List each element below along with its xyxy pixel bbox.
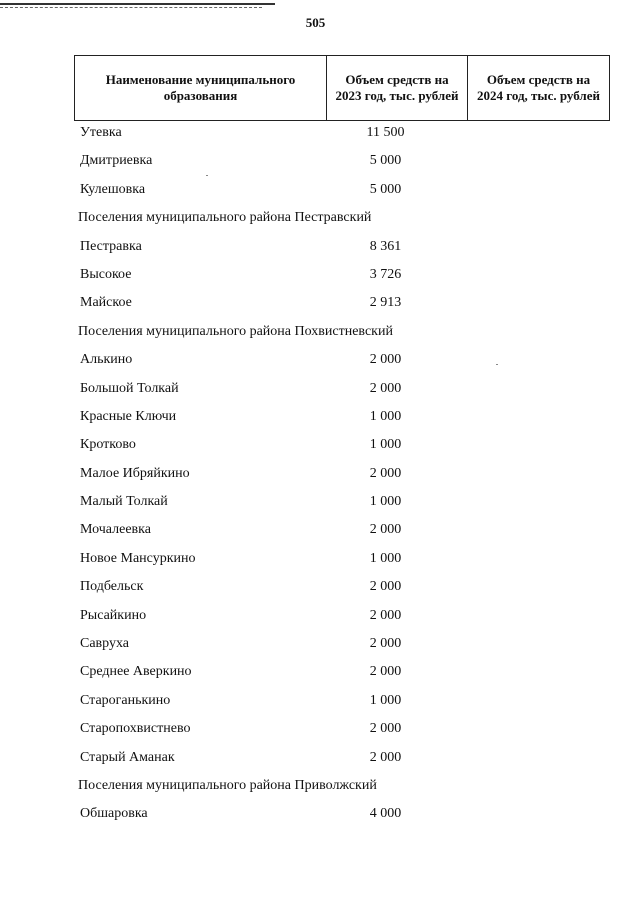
amount-2023: 4 000 (369, 806, 402, 822)
municipality-name: Савруха (80, 636, 130, 652)
table-row (0, 148, 631, 176)
header-amount-2023: Объем средств на 2023 год, тыс. рублей (327, 56, 468, 120)
municipality-name: Майское (80, 295, 132, 311)
table-row (0, 404, 631, 432)
amount-2023: 5 000 (369, 181, 402, 197)
municipality-name: Подбельск (80, 579, 144, 595)
municipality-name: Староганькино (80, 692, 171, 708)
municipality-name: Красные Ключи (80, 408, 177, 424)
amount-2023: 2 000 (369, 636, 402, 652)
amount-2023: 3 726 (369, 266, 402, 282)
table-row (0, 659, 631, 687)
table-row (0, 574, 631, 602)
amount-2023: 1 000 (369, 408, 402, 424)
table-row (0, 801, 631, 829)
municipality-name: Дмитриевка (80, 153, 153, 169)
municipality-name: Большой Толкай (80, 380, 179, 396)
table-row (0, 234, 631, 262)
table-row (0, 262, 631, 290)
amount-2023: 2 000 (369, 380, 402, 396)
table-row (0, 120, 631, 148)
table-row (0, 631, 631, 659)
amount-2023: 2 913 (369, 295, 402, 311)
table-row (0, 603, 631, 631)
amount-2023: 5 000 (369, 153, 402, 169)
municipality-name: Новое Мансуркино (80, 550, 196, 566)
group-heading: Поселения муниципального района Приволжский (78, 777, 377, 793)
group-heading: Поселения муниципального района Пестравский (78, 210, 372, 226)
amount-2023: 2 000 (369, 749, 402, 765)
municipality-name: Кротково (80, 437, 136, 453)
header-amount-2024: Объем средств на 2024 год, тыс. рублей (477, 72, 600, 103)
amount-2023: 1 000 (369, 437, 402, 453)
municipality-name: Малый Толкай (80, 494, 168, 510)
table-header (74, 55, 610, 121)
table-row (0, 376, 631, 404)
table-body (0, 120, 631, 830)
table-row (0, 290, 631, 318)
municipality-name: Пестравка (80, 238, 142, 254)
table-row (0, 177, 631, 205)
amount-2023: 1 000 (369, 550, 402, 566)
header-municipality-name: Наименование муниципального образования (75, 56, 327, 120)
table-row (0, 517, 631, 545)
municipality-name: Старый Аманак (80, 749, 175, 765)
amount-2023: 2 000 (369, 465, 402, 481)
table-row (0, 546, 631, 574)
table-row (0, 432, 631, 460)
municipality-name: Мочалеевка (80, 522, 151, 538)
group-heading-row (0, 773, 631, 801)
top-border-line (0, 3, 275, 5)
municipality-name: Утевка (80, 125, 122, 140)
municipality-name: Малое Ибряйкино (80, 465, 190, 481)
municipality-name: Кулешовка (80, 181, 146, 197)
amount-2023: 8 361 (369, 238, 402, 254)
amount-2023: 1 000 (369, 494, 402, 510)
municipality-name: Обшаровка (80, 806, 148, 822)
amount-2023: 2 000 (369, 664, 402, 680)
amount-2023: 2 000 (369, 579, 402, 595)
top-dashed-line (0, 7, 262, 8)
municipality-name: Среднее Аверкино (80, 664, 192, 680)
amount-2023: 2 000 (369, 522, 402, 538)
municipality-name: Старопохвистнево (80, 721, 191, 737)
table-row (0, 716, 631, 744)
municipality-name: Рысайкино (80, 607, 147, 623)
table-row (0, 461, 631, 489)
group-heading-row (0, 205, 631, 233)
amount-2023: 11 500 (366, 125, 405, 140)
amount-2023: 1 000 (369, 692, 402, 708)
table-row (0, 489, 631, 517)
page-number: 505 (305, 15, 326, 30)
table-row (0, 347, 631, 375)
municipality-name: Высокое (80, 266, 132, 282)
group-heading-row (0, 319, 631, 347)
amount-2023: 2 000 (369, 721, 402, 737)
table-row (0, 688, 631, 716)
scan-speck (206, 175, 208, 176)
municipality-name: Алькино (80, 352, 133, 368)
amount-2023: 2 000 (369, 607, 402, 623)
group-heading: Поселения муниципального района Похвистневский (78, 323, 393, 339)
scan-speck (496, 364, 498, 365)
amount-2023: 2 000 (369, 352, 402, 368)
table-row (0, 745, 631, 773)
